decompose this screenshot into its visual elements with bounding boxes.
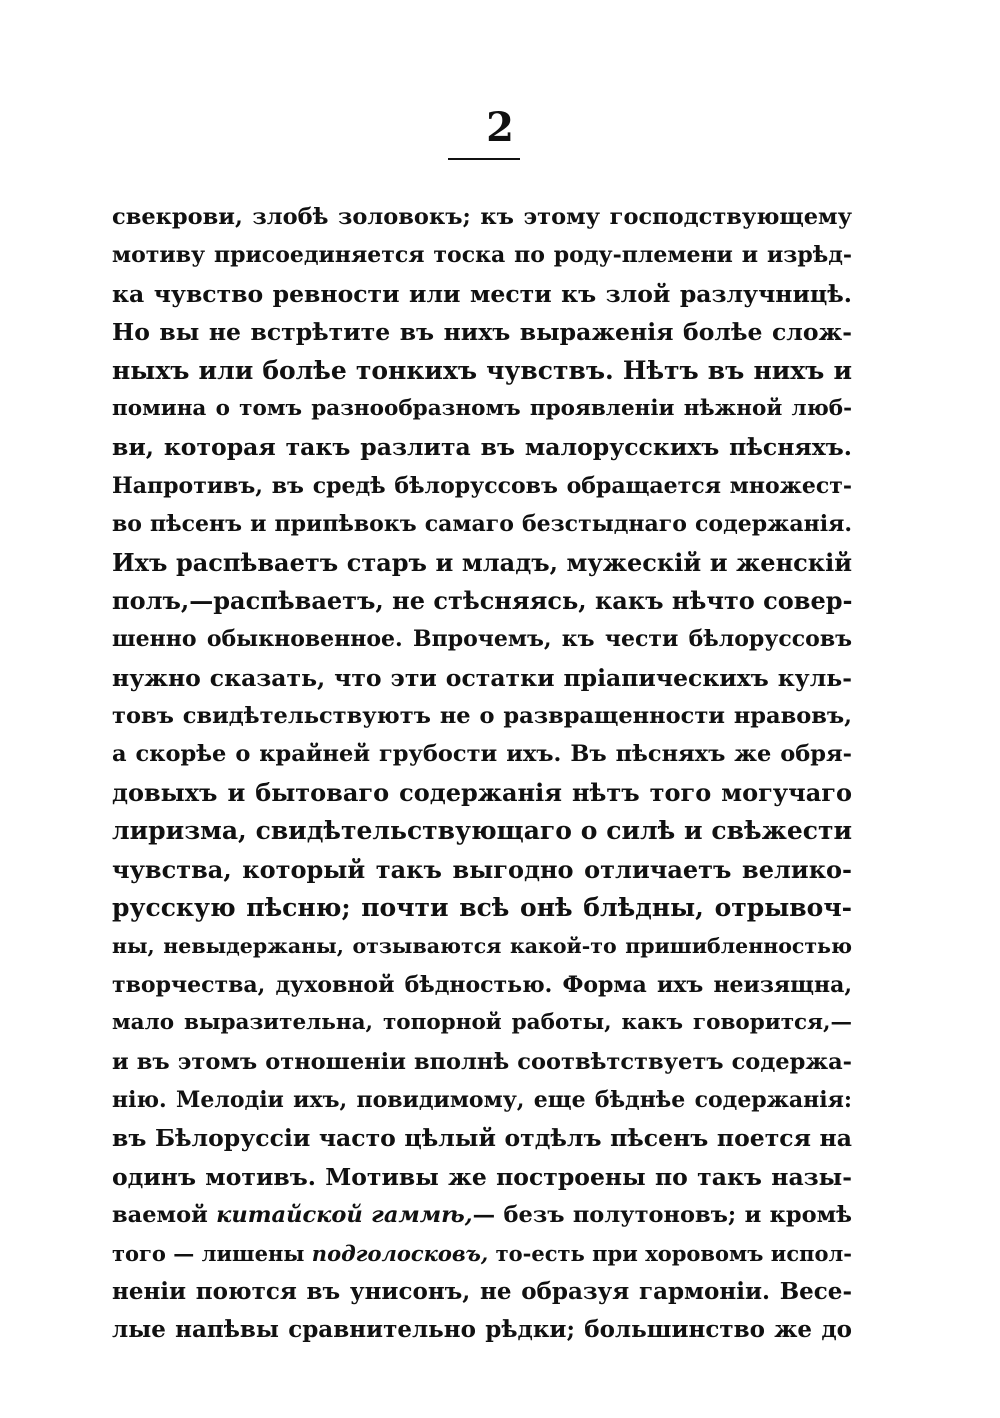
text-line: мало выразительна, топорной работы, какъ говорится,— [112,1010,852,1036]
text-line: во пѣсенъ и припѣвокъ самаго безстыднаго содержанія. [112,511,852,538]
text-line: нію. Мелодіи ихъ, повидимому, еще бѣднѣе содержанія: [112,1086,852,1113]
text-line-with-italic [112,1235,852,1273]
text-line: одинъ мотивъ. Мотивы же построены по такъ назы- [112,1162,852,1191]
text-line: творчества, духовной бѣдностью. Форма ихъ неизящна, [112,971,852,998]
italic-term-chinese-scale: китайской гаммѣ, [216,1202,473,1229]
italic-term-undervoices: подголосковъ, [311,1240,489,1266]
text-line: неніи поются въ унисонъ, не образуя гармоніи. Весе- [112,1277,852,1305]
body-text [112,198,852,1350]
text-line: довыхъ и бытоваго содержанія нѣтъ того могучаго [112,777,852,807]
text-line: ныхъ или болѣе тонкихъ чувствъ. Нѣтъ въ нихъ и [112,355,852,385]
text-line: чувства, который такъ выгодно отличаетъ велико- [112,854,852,884]
text-line: помина о томъ разнообразномъ проявленіи нѣжной люб- [112,395,852,421]
text-fragment: то-есть при хоровомъ испол- [488,1240,853,1266]
text-fragment: того — лишены [112,1240,312,1266]
text-line: товъ свидѣтельствуютъ не о развращенности нравовъ, [112,703,852,730]
text-line: Ихъ распѣваетъ старъ и младъ, мужескій и женскій [112,547,852,577]
text-line: шенно обыкновенное. Впрочемъ, къ чести бѣлоруссовъ [112,626,852,653]
text-fragment: — безъ полутоновъ; и кромѣ [472,1202,853,1229]
text-line: лиризма, свидѣтельствующаго о силѣ и свѣжести [112,816,852,846]
text-line: ны, невыдержаны, отзываются какой-то пришибленностью [112,934,852,959]
text-line-with-italic [112,1196,852,1234]
text-line: и въ этомъ отношеніи вполнѣ соотвѣтствуетъ содержа- [112,1048,852,1075]
text-line: ка чувство ревности или мести къ злой разлучницѣ. [112,279,852,308]
text-line: нужно сказать, что эти остатки пріапическихъ куль- [112,663,852,692]
text-line: въ Бѣлоруссіи часто цѣлый отдѣлъ пѣсенъ поется на [112,1124,852,1153]
text-fragment: ваемой [112,1202,217,1229]
page-number-rule [448,158,520,160]
text-line: свекрови, злобѣ золовокъ; къ этому господствующему [112,204,852,230]
page-number: 2 [486,104,514,151]
text-line: мотиву присоединяется тоска по роду-племени и изрѣд- [112,242,852,269]
text-line: лые напѣвы сравнительно рѣдки; большинство же до [112,1316,852,1344]
text-line: ви, которая такъ разлита въ малорусскихъ пѣсняхъ. [112,433,852,462]
text-line: а скорѣе о крайней грубости ихъ. Въ пѣсняхъ же обря- [112,741,852,768]
text-line: русскую пѣсню; почти всѣ онѣ блѣдны, отрывоч- [112,893,852,923]
text-line: полъ,—распѣваетъ, не стѣсняясь, какъ нѣчто совер- [112,585,853,615]
text-line: Но вы не встрѣтите въ нихъ выраженія болѣе слож- [112,318,852,347]
text-line: Напротивъ, въ средѣ бѣлоруссовъ обращается множест- [112,472,852,499]
